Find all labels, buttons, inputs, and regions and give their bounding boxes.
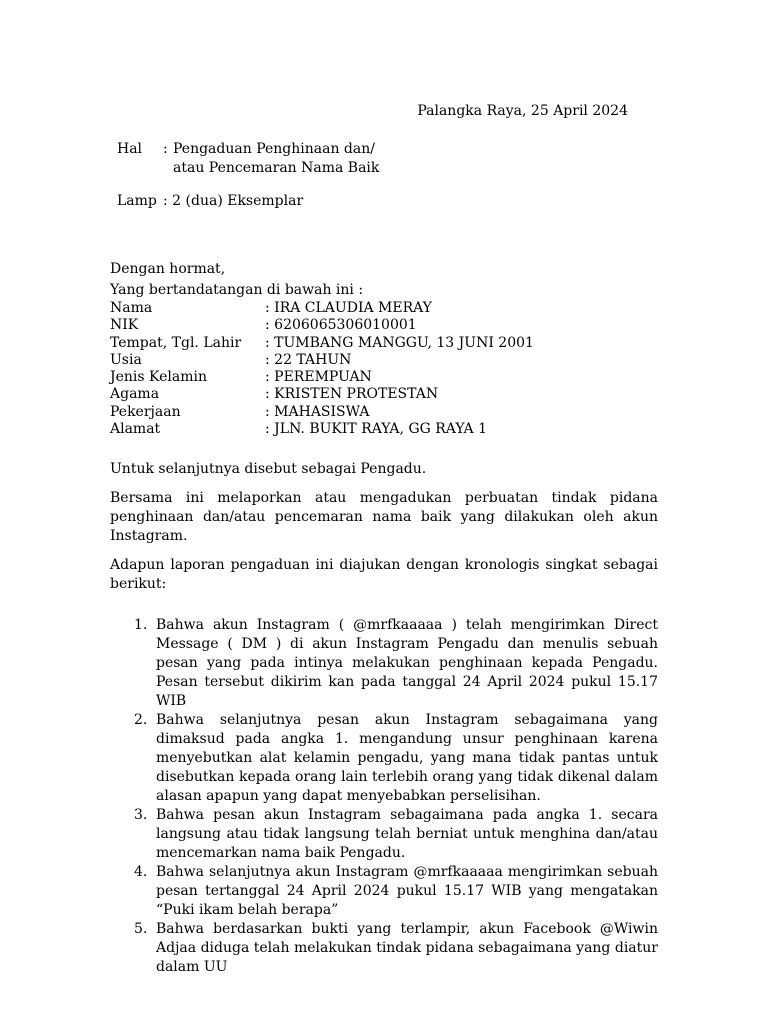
attachment-block bbox=[117, 192, 303, 211]
identity-row bbox=[110, 352, 658, 369]
identity-label: Jenis Kelamin bbox=[110, 369, 207, 386]
attachment-value: 2 (dua) Eksemplar bbox=[172, 193, 304, 209]
list-text: Bahwa pesan akun Instagram sebagaimana pada angka 1. secara langsung atau tidak langsung telah berniat untuk menghina dan/atau mencemarkan nama baik Pengadu. bbox=[156, 807, 658, 862]
subject-value bbox=[173, 140, 379, 178]
letter-body bbox=[110, 260, 658, 977]
subject-colon: : bbox=[163, 141, 168, 157]
chronology-intro: Adapun laporan pengaduan ini diajukan dengan kronologis singkat sebagai berikut: bbox=[110, 557, 658, 593]
intro-text: Yang bertandatangan di bawah ini : bbox=[110, 282, 364, 298]
identity-label: Agama bbox=[110, 386, 160, 403]
identity-value: : TUMBANG MANGGU, 13 JUNI 2001 bbox=[265, 334, 534, 351]
list-item bbox=[110, 806, 658, 863]
identity-label: Nama bbox=[110, 300, 153, 316]
list-number: 1. bbox=[134, 617, 148, 634]
list-item bbox=[110, 711, 658, 806]
complainant-note: Untuk selanjutnya disebut sebagai Pengadu. bbox=[110, 461, 427, 478]
chronology-list bbox=[110, 616, 658, 977]
identity-row bbox=[110, 317, 658, 334]
identity-label: Tempat, Tgl. Lahir bbox=[110, 334, 242, 351]
list-number: 2. bbox=[134, 712, 148, 729]
identity-value: : IRA CLAUDIA MERAY bbox=[265, 300, 432, 316]
identity-label: NIK bbox=[110, 317, 139, 334]
identity-row bbox=[110, 404, 658, 421]
place-date: Palangka Raya, 25 April 2024 bbox=[417, 103, 628, 119]
subject-block bbox=[117, 140, 379, 178]
identity-row bbox=[110, 335, 658, 352]
attachment-colon: : bbox=[163, 193, 173, 209]
attachment-label: Lamp bbox=[117, 193, 157, 209]
subject-label: Hal bbox=[117, 141, 143, 157]
identity-label: Alamat bbox=[110, 421, 161, 438]
identity-value: : KRISTEN PROTESTAN bbox=[265, 386, 439, 403]
list-text: Bahwa selanjutnya akun Instagram @mrfkaaaaa mengirimkan sebuah pesan tertanggal 24 April 2024 pukul 15.17 WIB yang mengatakan “Puki ikam belah berapa” bbox=[156, 864, 658, 919]
identity-value: : 6206065306010001 bbox=[265, 317, 417, 334]
subject-line-2: atau Pencemaran Nama Baik bbox=[173, 160, 380, 176]
list-number: 5. bbox=[134, 921, 148, 938]
list-item bbox=[110, 920, 658, 977]
identity-value: : JLN. BUKIT RAYA, GG RAYA 1 bbox=[265, 421, 487, 438]
report-statement: Bersama ini melaporkan atau mengadukan perbuatan tindak pidana penghinaan dan/atau pencemaran nama baik yang dilakukan oleh akun Instagram. bbox=[110, 490, 658, 545]
greeting: Dengan hormat, bbox=[110, 261, 226, 277]
list-number: 4. bbox=[134, 864, 148, 881]
identity-row bbox=[110, 421, 658, 438]
identity-row bbox=[110, 386, 658, 403]
identity-row bbox=[110, 369, 658, 386]
identity-label: Pekerjaan bbox=[110, 403, 181, 420]
list-item bbox=[110, 863, 658, 920]
identity-table bbox=[110, 300, 658, 438]
identity-value: : PEREMPUAN bbox=[265, 369, 372, 386]
list-text: Bahwa berdasarkan bukti yang terlampir, akun Facebook @Wiwin Adjaa diduga telah melakukan tindak pidana sebagaimana yang diatur dalam UU bbox=[156, 921, 658, 976]
identity-label: Usia bbox=[110, 351, 142, 368]
list-number: 3. bbox=[134, 807, 148, 824]
identity-value: : 22 TAHUN bbox=[265, 351, 352, 368]
subject-line-1: Pengaduan Penghinaan dan/ bbox=[173, 141, 375, 157]
identity-value: : MAHASISWA bbox=[265, 403, 370, 420]
list-item bbox=[110, 616, 658, 711]
list-text: Bahwa akun Instagram ( @mrfkaaaaa ) telah mengirimkan Direct Message ( DM ) di akun Instagram Pengadu dan menulis sebuah pesan yang pada intinya melakukan penghinaan kepada Pengadu. Pesan tersebut dikirim kan pada tanggal 24 April 2024 pukul 15.17 WIB bbox=[156, 617, 658, 710]
list-text: Bahwa selanjutnya pesan akun Instagram sebagaimana yang dimaksud pada angka 1. mengandung unsur penghinaan karena menyebutkan alat kelamin pengadu, yang mana tidak pantas untuk disebutkan kepada orang lain terlebih orang yang tidak dikenal dalam alasan apapun yang dapat menyebabkan perselisihan. bbox=[156, 712, 658, 805]
identity-row bbox=[110, 300, 658, 317]
